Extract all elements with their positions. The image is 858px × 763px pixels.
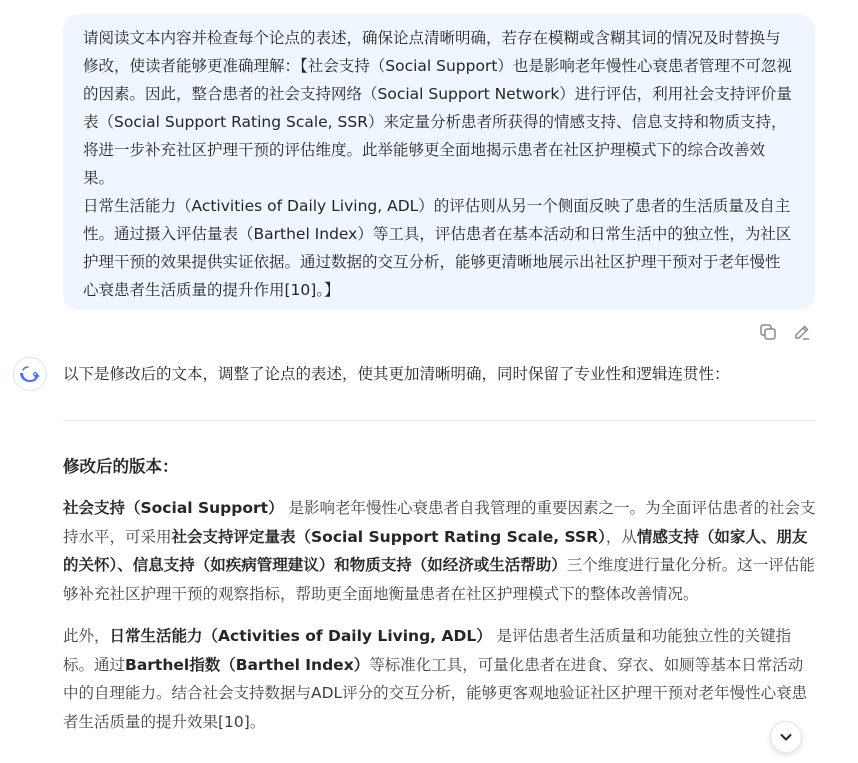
revised-paragraph-social-support: [63, 494, 818, 608]
paragraph-text: 此外，: [63, 627, 110, 645]
edit-icon[interactable]: [792, 322, 812, 342]
paragraph-text: 三个维度进行量化分析。这一评估能够补充社区护理干预的观察指标，帮助更全面地衡量患者在社区护理模式下的整体改善情况。: [63, 556, 815, 603]
whale-logo-icon: [18, 364, 42, 384]
assistant-avatar: [13, 357, 47, 391]
copy-icon[interactable]: [758, 322, 778, 342]
bold-term: Barthel指数（Barthel Index）: [125, 655, 370, 674]
bold-term: 社会支持（Social Support）: [63, 499, 284, 517]
bold-term: 日常生活能力（Activities of Daily Living, ADL）: [109, 627, 492, 645]
bold-term: 情感支持（如家人、朋友的关怀）、信息支持（如疾病管理建议）和物质支持（如经济或生活帮助）: [63, 527, 808, 575]
message-actions: [758, 322, 812, 342]
user-message-bubble: [63, 14, 815, 310]
revised-paragraph-adl: [63, 622, 818, 736]
paragraph-text: 是影响老年慢性心衰患者自我管理的重要因素之一。为全面评估患者的社会支持水平，可采用: [63, 499, 816, 546]
divider: [63, 420, 815, 421]
revised-version-heading: 修改后的版本：: [63, 457, 179, 476]
user-message-paragraph: 日常生活能力（Activities of Daily Living, ADL）的评估则从另一个侧面反映了患者的生活质量及自主性。通过摄入评估量表（Barthel Index）等工具，评估患者在基本活动和日常生活中的独立性，为社区护理干预的效果提供实证依据。通过数据的交互分析，能够更清晰地展示出社区护理干预对于老年慢性心衰患者生活质量的提升作用[10]。】: [83, 197, 792, 299]
paragraph-text: ，从: [605, 527, 637, 546]
chevron-down-icon: [778, 729, 794, 745]
assistant-intro-text: 以下是修改后的文本，调整了论点的表述，使其更加清晰明确，同时保留了专业性和逻辑连贯性：: [63, 365, 730, 383]
paragraph-text: 是评估患者生活质量和功能独立性的关键指标。通过: [63, 627, 792, 674]
user-message-paragraph: 请阅读文本内容并检查每个论点的表述，确保论点清晰明确，若存在模糊或含糊其词的情况及时替换与修改，使读者能够更准确理解：【社会支持（Social Support）也是影响老年慢性心衰患者管理不可忽视的因素。因此，整合患者的社会支持网络（Social Support Network）进行评估，利用社会支持评价量表（Social Support Rating Scale, SSR）来定量分析患者所获得的情感支持、信息支持和物质支持，将进一步补充社区护理干预的评估维度。此举能够更全面地揭示患者在社区护理模式下的综合改善效果。: [83, 29, 792, 187]
scroll-to-bottom-button[interactable]: [770, 721, 802, 753]
bold-term: 社会支持评定量表（Social Support Rating Scale, SSR）: [171, 527, 606, 546]
paragraph-text: 等标准化工具，可量化患者在进食、穿衣、如厕等基本日常活动中的自理能力。结合社会支持数据与ADL评分的交互分析，能够更客观地验证社区护理干预对老年慢性心衰患者生活质量的提升效果[10]。: [63, 655, 808, 731]
